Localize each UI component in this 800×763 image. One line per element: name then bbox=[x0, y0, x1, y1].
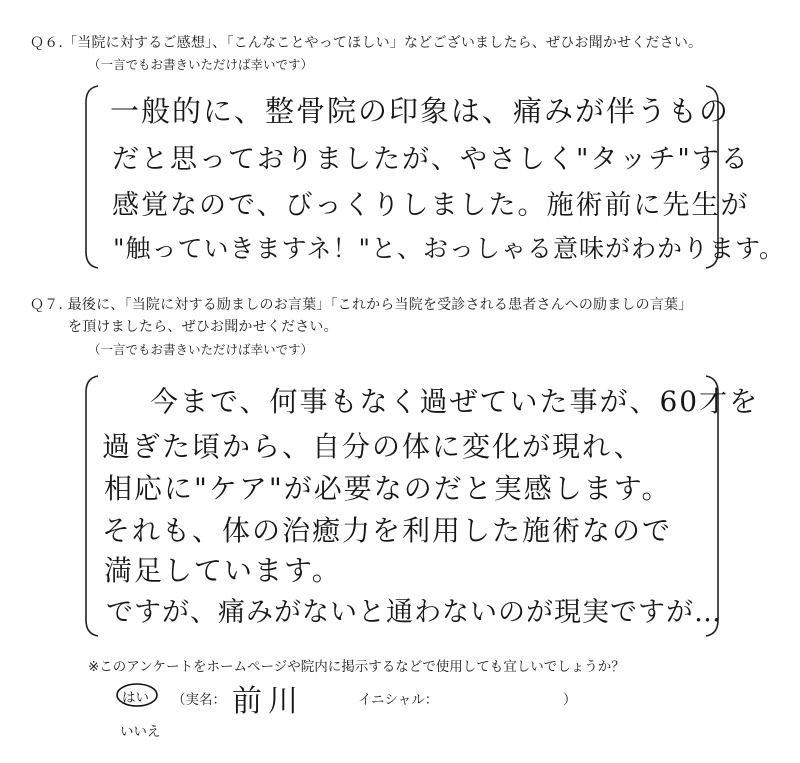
q7-answer-line-1: 今まで、何事もなく過ぜていた事が、60才を bbox=[150, 385, 760, 418]
real-name-label: （実名： bbox=[172, 692, 226, 708]
consent-yes-option[interactable] bbox=[114, 682, 160, 708]
q7-answer-line-5: 満足しています。 bbox=[104, 554, 342, 587]
consent-no-option[interactable]: いいえ bbox=[120, 724, 161, 740]
q7-answer-line-4: それも、体の治癒力を利用した施術なので bbox=[102, 514, 673, 547]
q6-answer-line-4: "触っていきますネ！"と、おっしゃる意味がわかります。 bbox=[113, 234, 786, 263]
q7-question-line-1: Ｑ７. 最後に、「当院に対する励ましのお言葉」「これから当院を受診される患者さんへの励ましの言葉」 bbox=[30, 297, 693, 313]
q7-answer-line-2: 過ぎた頃から、自分の体に変化が現れ、 bbox=[102, 430, 644, 463]
q6-note: （一言でもお書きいただけば幸いです） bbox=[88, 57, 314, 72]
q7-answer-line-6: ですが、痛みがないと通わないのが現実ですが… bbox=[106, 597, 722, 628]
close-paren: ） bbox=[563, 692, 577, 708]
initial-label: イニシャル： bbox=[358, 692, 439, 708]
q6-answer-line-1: 一般的に、整骨院の印象は、痛みが伴うもの bbox=[110, 94, 731, 128]
consent-question: ※このアンケートをホームページや院内に掲示するなどで使用しても宜しいでしょうか？ bbox=[88, 659, 625, 675]
real-name-value[interactable]: 前川 bbox=[232, 684, 304, 719]
q6-answer-line-2: だと思っておりましたが、やさしく"タッチ"する bbox=[112, 144, 750, 175]
q6-question: Ｑ６.「当院に対するご感想」、「こんなことやってほしい」などございましたら、ぜひお聞かせください。 bbox=[30, 35, 703, 51]
yes-label: はい bbox=[122, 690, 149, 706]
q6-answer-line-3: 感覚なので、びっくりしました。施術前に先生が bbox=[112, 190, 750, 221]
q7-note: （一言でもお書きいただけば幸いです） bbox=[88, 342, 314, 357]
q7-question-line-2: を頂けましたら、ぜひお聞かせください。 bbox=[68, 319, 338, 335]
q7-answer-line-3: 相応に"ケア"が必要なのだと実感します。 bbox=[104, 472, 672, 505]
